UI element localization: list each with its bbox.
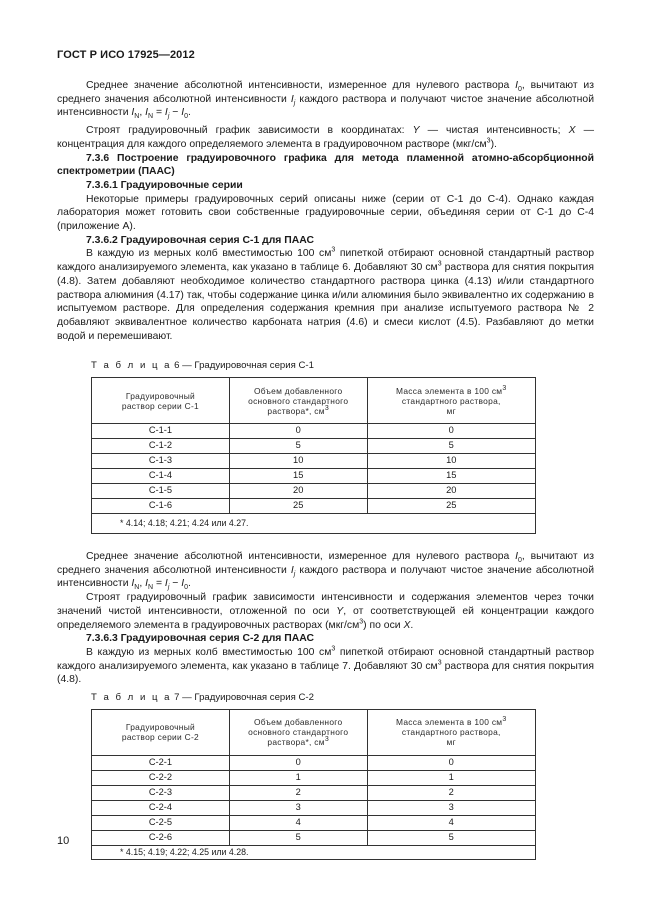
table-cell: С-1-3 [92,454,230,469]
paragraph: Строят градуировочный график зависимости в координатах: Y — чистая интенсивность; X — концентрация для каждого определяемого элемента в градуировочном растворе $(мкг/см^3)$. [57,125,594,150]
table-caption-title: 6 — Градуировочная серия С-1 [174,360,314,372]
calibration-table-c1 [91,377,536,534]
paragraph: В каждую из мерных колб вместимостью 100 $см^3$ пипеткой отбирают основной стандартный раствор каждого анализируемого элемента, как указано в таблице 7. Добавляют 30 $см^3$ раствора для снятия покрытия (4.8). [57,645,594,686]
table-row [92,469,536,484]
table-cell: 0 [367,424,535,439]
table-cell: С-2-4 [92,800,230,815]
table-footnote: * 4.15; 4.19; 4.22; 4.25 или 4.28. [92,845,536,859]
table-cell: 1 [367,770,535,785]
header-line: основного стандартного [248,395,349,406]
table-cell: 2 [367,785,535,800]
header-line: стандартного раствора, [401,395,501,406]
table-cell: 15 [229,469,367,484]
table-cell: С-1-6 [92,499,230,514]
table-caption-title: 7 — Градуировочная серия С-2 [174,692,314,704]
section-heading: 7.3.6.2 Градуировочная серия С-1 для ПААС [86,234,314,246]
table-cell: 3 [367,800,535,815]
table-cell: С-2-3 [92,785,230,800]
table-row [92,755,536,770]
table-cell: 3 [229,800,367,815]
table-header-cell: Градуировочный раствор серии С-1 [92,378,230,424]
table-cell: 10 [229,454,367,469]
header-line: мг [446,737,456,748]
table-cell: С-1-5 [92,484,230,499]
header-line: Масса элемента в 100 $см^3$ [395,384,507,396]
document-header: ГОСТ Р ИСО 17925—2012 [57,49,195,61]
table-cell: 25 [367,499,535,514]
paragraph: Среднее значение абсолютной интенсивности, измеренное для нулевого раствора $I_0$, вычитают из среднего значения абсолютной интенсивности $I_j$ каждого раствора и получают чистое значение абсолютной интенсивности $I_N$, $I_N = I_j - I_0$. [57,80,594,121]
calibration-table-c2 [91,709,536,860]
table-cell: 1 [229,770,367,785]
section-heading: 7.3.6 Построение градуировочного графика для метода пламенной атомно-абсорбционной спектрометрии (ПААС) [57,152,594,178]
table-row [92,830,536,845]
table-header-cell [229,709,367,755]
header-line: Масса элемента в 100 $см^3$ [395,716,507,728]
table-row [92,770,536,785]
table-cell: 5 [229,439,367,454]
table-row [92,424,536,439]
table-cell: С-1-1 [92,424,230,439]
table-header-cell: Градуировочный раствор серии С-2 [92,709,230,755]
table-cell: 25 [229,499,367,514]
table-cell: 15 [367,469,535,484]
table-cell: С-2-2 [92,770,230,785]
header-line: Объем добавленного [253,385,343,396]
table-row [92,454,536,469]
table-cell: 4 [229,815,367,830]
table-cell: 5 [367,439,535,454]
table-row [92,785,536,800]
table-cell: 0 [367,755,535,770]
header-line: раствора*, $см^3$ [267,736,330,748]
header-line: Объем добавленного [253,717,343,728]
header-line: раствора*, $см^3$ [267,404,330,416]
table-caption [91,691,594,705]
page-content [57,79,594,860]
table-caption-prefix: Т а б л и ц а [91,692,172,704]
paragraph: Строят градуировочный график зависимости интенсивности и содержания элементов через точки значений чистой интенсивности, отложенной по оси Y, от соответствующей ей концентрации каждого определяемого элемента в градуировочных растворах $(мкг/см^3)$ по оси X. [57,592,594,631]
table-footnote: * 4.14; 4.18; 4.21; 4.24 или 4.27. [92,514,536,534]
table-row [92,800,536,815]
table-cell: 10 [367,454,535,469]
table-cell: 20 [229,484,367,499]
table-header-cell [229,378,367,424]
paragraph: Некоторые примеры градуировочных серий описаны ниже (серии от С-1 до С-4). Однако каждая лаборатория может готовить свои собственные градуировочные серии, объединяя серии от С-1 до С-4 (приложение А). [57,193,594,233]
table-cell: 2 [229,785,367,800]
table-cell: С-2-1 [92,755,230,770]
table-caption-prefix: Т а б л и ц а [91,360,172,372]
table-row [92,815,536,830]
header-line: основного стандартного [248,727,349,738]
header-line: стандартного раствора, [401,727,501,738]
page-number: 10 [57,835,70,847]
table-header-cell [367,378,535,424]
table-cell: С-1-4 [92,469,230,484]
table-cell: 4 [367,815,535,830]
table-caption [91,359,594,373]
table-cell: С-1-2 [92,439,230,454]
table-header-cell [367,709,535,755]
table-row [92,439,536,454]
table-cell: 0 [229,755,367,770]
table-cell: 5 [367,830,535,845]
table-cell: С-2-5 [92,815,230,830]
paragraph: В каждую из мерных колб вместимостью 100 $см^3$ пипеткой отбирают основной стандартный раствор каждого анализируемого элемента, как указано в таблице 6. Добавляют 30 $см^3$ раствора для снятия покрытия (4.8). Затем добавляют необходимое количество стандартного раствора цинка (4.13) и/или стандартного раствора алюминия (4.17) так, чтобы содержание цинка и/или алюминия было эквивалентно их содержанию в испытуемом растворе. Для определения содержания кремния при анализе испытуемого раствора № 2 добавляют эквивалентное количество карбоната натрия (4.6) и смеси кислот (4.5). Разбавляют до метки водой и перемешивают. [57,246,594,342]
section-heading: 7.3.6.1 Градуировочные серии [86,179,243,191]
table-cell: 5 [229,830,367,845]
paragraph: Среднее значение абсолютной интенсивности, измеренное для нулевого раствора $I_0$, вычитают из среднего значения абсолютной интенсивности $I_j$ каждого раствора и получают чистое значение абсолютной интенсивности $I_N$, $I_N = I_j - I_0$. [57,551,594,592]
section-heading: 7.3.6.3 Градуировочная серия С-2 для ПААС [86,633,314,645]
table-row [92,499,536,514]
table-cell: С-2-6 [92,830,230,845]
header-line: мг [446,405,456,416]
table-row [92,484,536,499]
table-cell: 0 [229,424,367,439]
table-cell: 20 [367,484,535,499]
